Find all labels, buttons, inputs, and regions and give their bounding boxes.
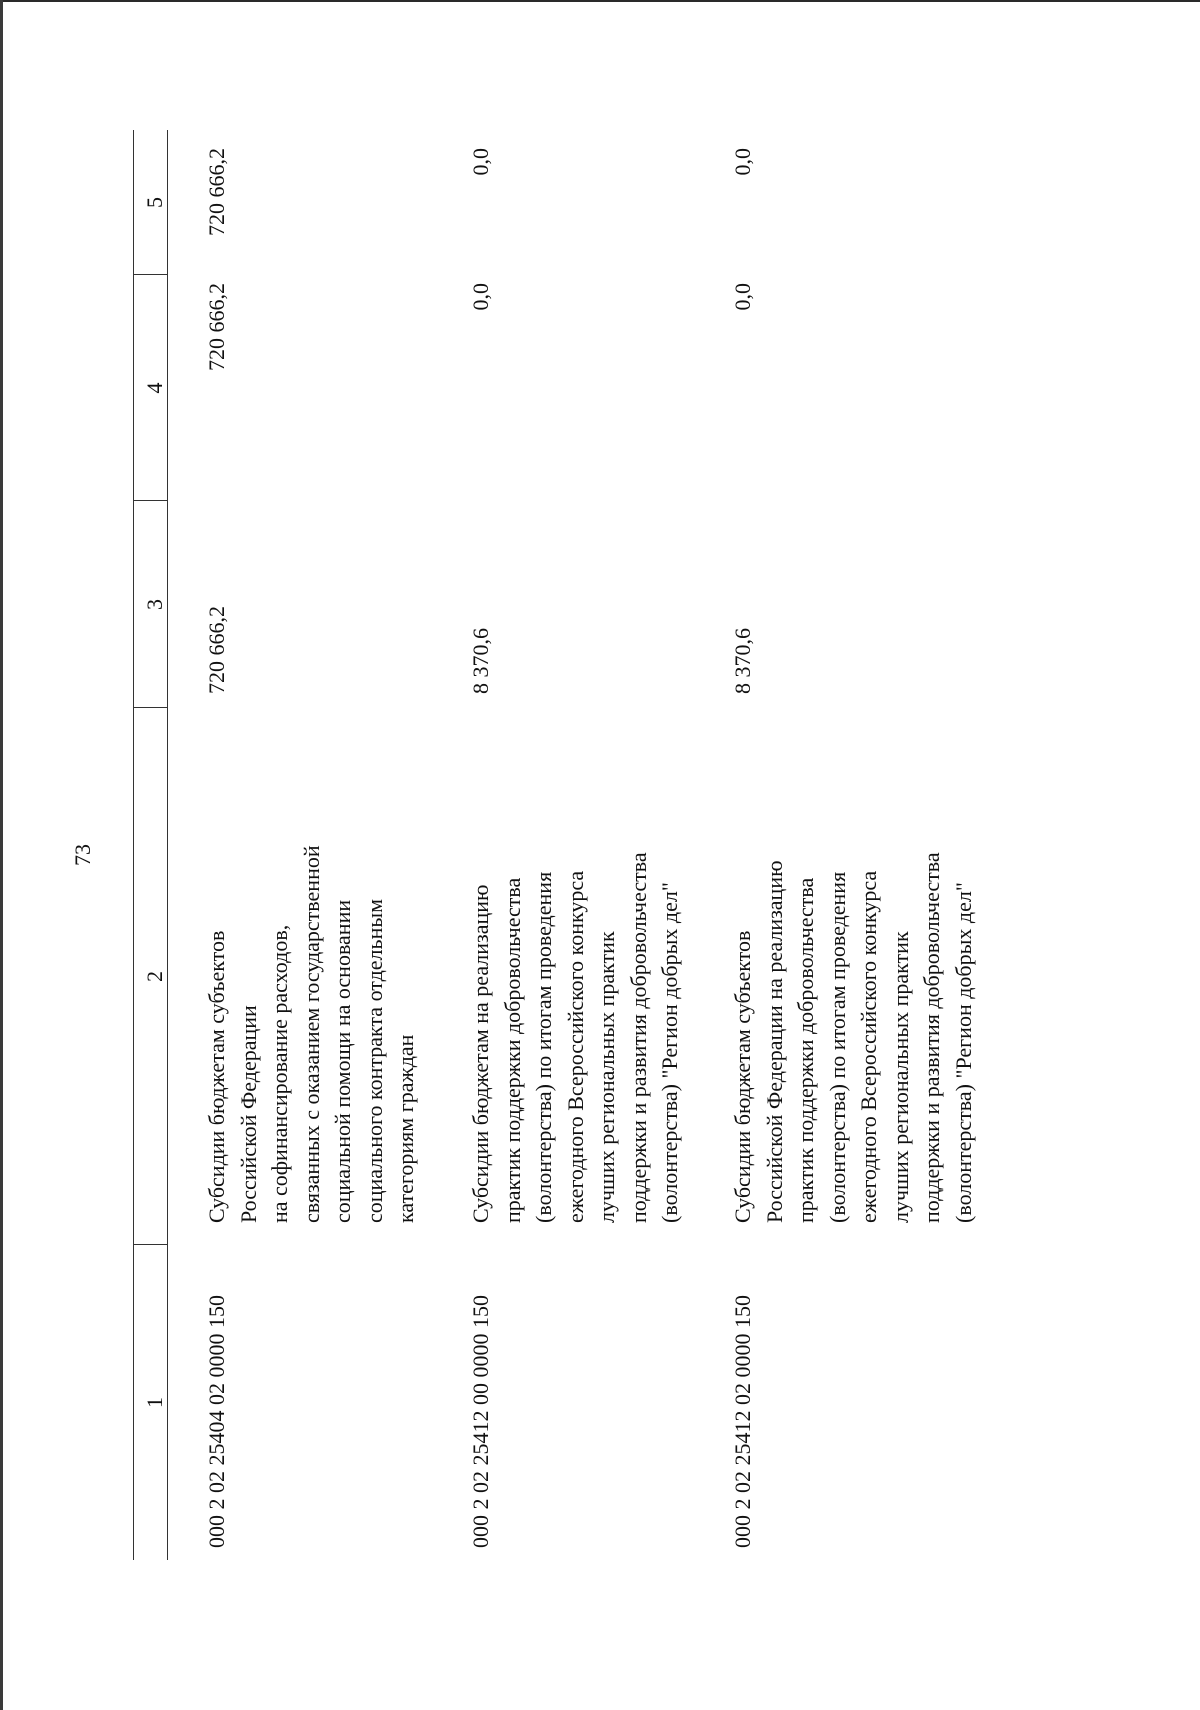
column-header-1: 1 [142, 1397, 167, 1408]
row-2-desc-line: Субсидии бюджетам на реализацию [468, 884, 493, 1223]
row-2-description [465, 852, 686, 1223]
row-2-desc-line: (волонтерства) по итогам проведения [531, 871, 556, 1223]
row-1-desc-line: социального контракта отдельным [361, 898, 387, 1223]
row-2-code: 000 2 02 25412 00 0000 150 [468, 1295, 493, 1548]
row-1-code: 000 2 02 25404 02 0000 150 [204, 1295, 229, 1548]
row-1-desc-line: Российской Федерации [235, 1005, 261, 1223]
column-header-5: 5 [142, 197, 167, 208]
column-header-2: 2 [142, 971, 167, 982]
row-2-desc-line: ежегодного Всероссийского конкурса [562, 870, 588, 1223]
row-3-col-4: 0,0 [730, 283, 755, 311]
row-2-desc-line: поддержки и развития добровольчества [625, 852, 651, 1223]
row-1-desc-line: на софинансирование расходов, [267, 924, 292, 1223]
row-2-desc-line: лучших региональных практик [594, 931, 619, 1223]
row-1-desc-line: Субсидии бюджетам субъектов [204, 930, 229, 1223]
row-2-desc-line: практик поддержки добровольчества [499, 877, 525, 1223]
row-2-desc-line: (волонтерства) "Регион добрых дел" [657, 882, 682, 1223]
row-3-desc-line: Российской Федерации на реализацию [761, 860, 787, 1223]
row-3-desc-line: Субсидии бюджетам субъектов [730, 930, 755, 1223]
row-1-description [201, 845, 422, 1223]
row-3-code: 000 2 02 25412 02 0000 150 [730, 1295, 755, 1548]
row-1-col-4: 720 666,2 [204, 283, 229, 371]
row-1-desc-line: социальной помощи на основании [330, 899, 355, 1223]
row-3-col-5: 0,0 [730, 148, 755, 176]
row-3-desc-line: ежегодного Всероссийского конкурса [856, 870, 881, 1223]
row-1-col-5: 720 666,2 [204, 148, 229, 236]
row-2-col-5: 0,0 [468, 148, 493, 176]
column-header-4: 4 [142, 382, 167, 394]
row-3-desc-line: поддержки и развития добровольчества [919, 852, 944, 1223]
row-3-desc-line: практик поддержки добровольчества [793, 877, 818, 1223]
row-1-desc-line: связанных с оказанием государственной [298, 845, 324, 1223]
page-number: 73 [70, 844, 95, 866]
row-1-desc-line: категориям граждан [393, 1034, 418, 1223]
table-header-top-rule [133, 130, 134, 1560]
row-3-desc-line: (волонтерства) по итогам проведения [824, 871, 850, 1223]
column-header-3: 3 [142, 599, 167, 610]
row-2-col-4: 0,0 [468, 283, 493, 311]
row-3-desc-line: лучших региональных практик [887, 931, 913, 1223]
row-3-col-3: 8 370,6 [730, 628, 755, 694]
row-3-description [727, 852, 979, 1223]
row-1-col-3: 720 666,2 [204, 606, 229, 694]
row-3-desc-line: (волонтерства) "Регион добрых дел" [950, 882, 976, 1223]
row-2-col-3: 8 370,6 [468, 628, 493, 694]
